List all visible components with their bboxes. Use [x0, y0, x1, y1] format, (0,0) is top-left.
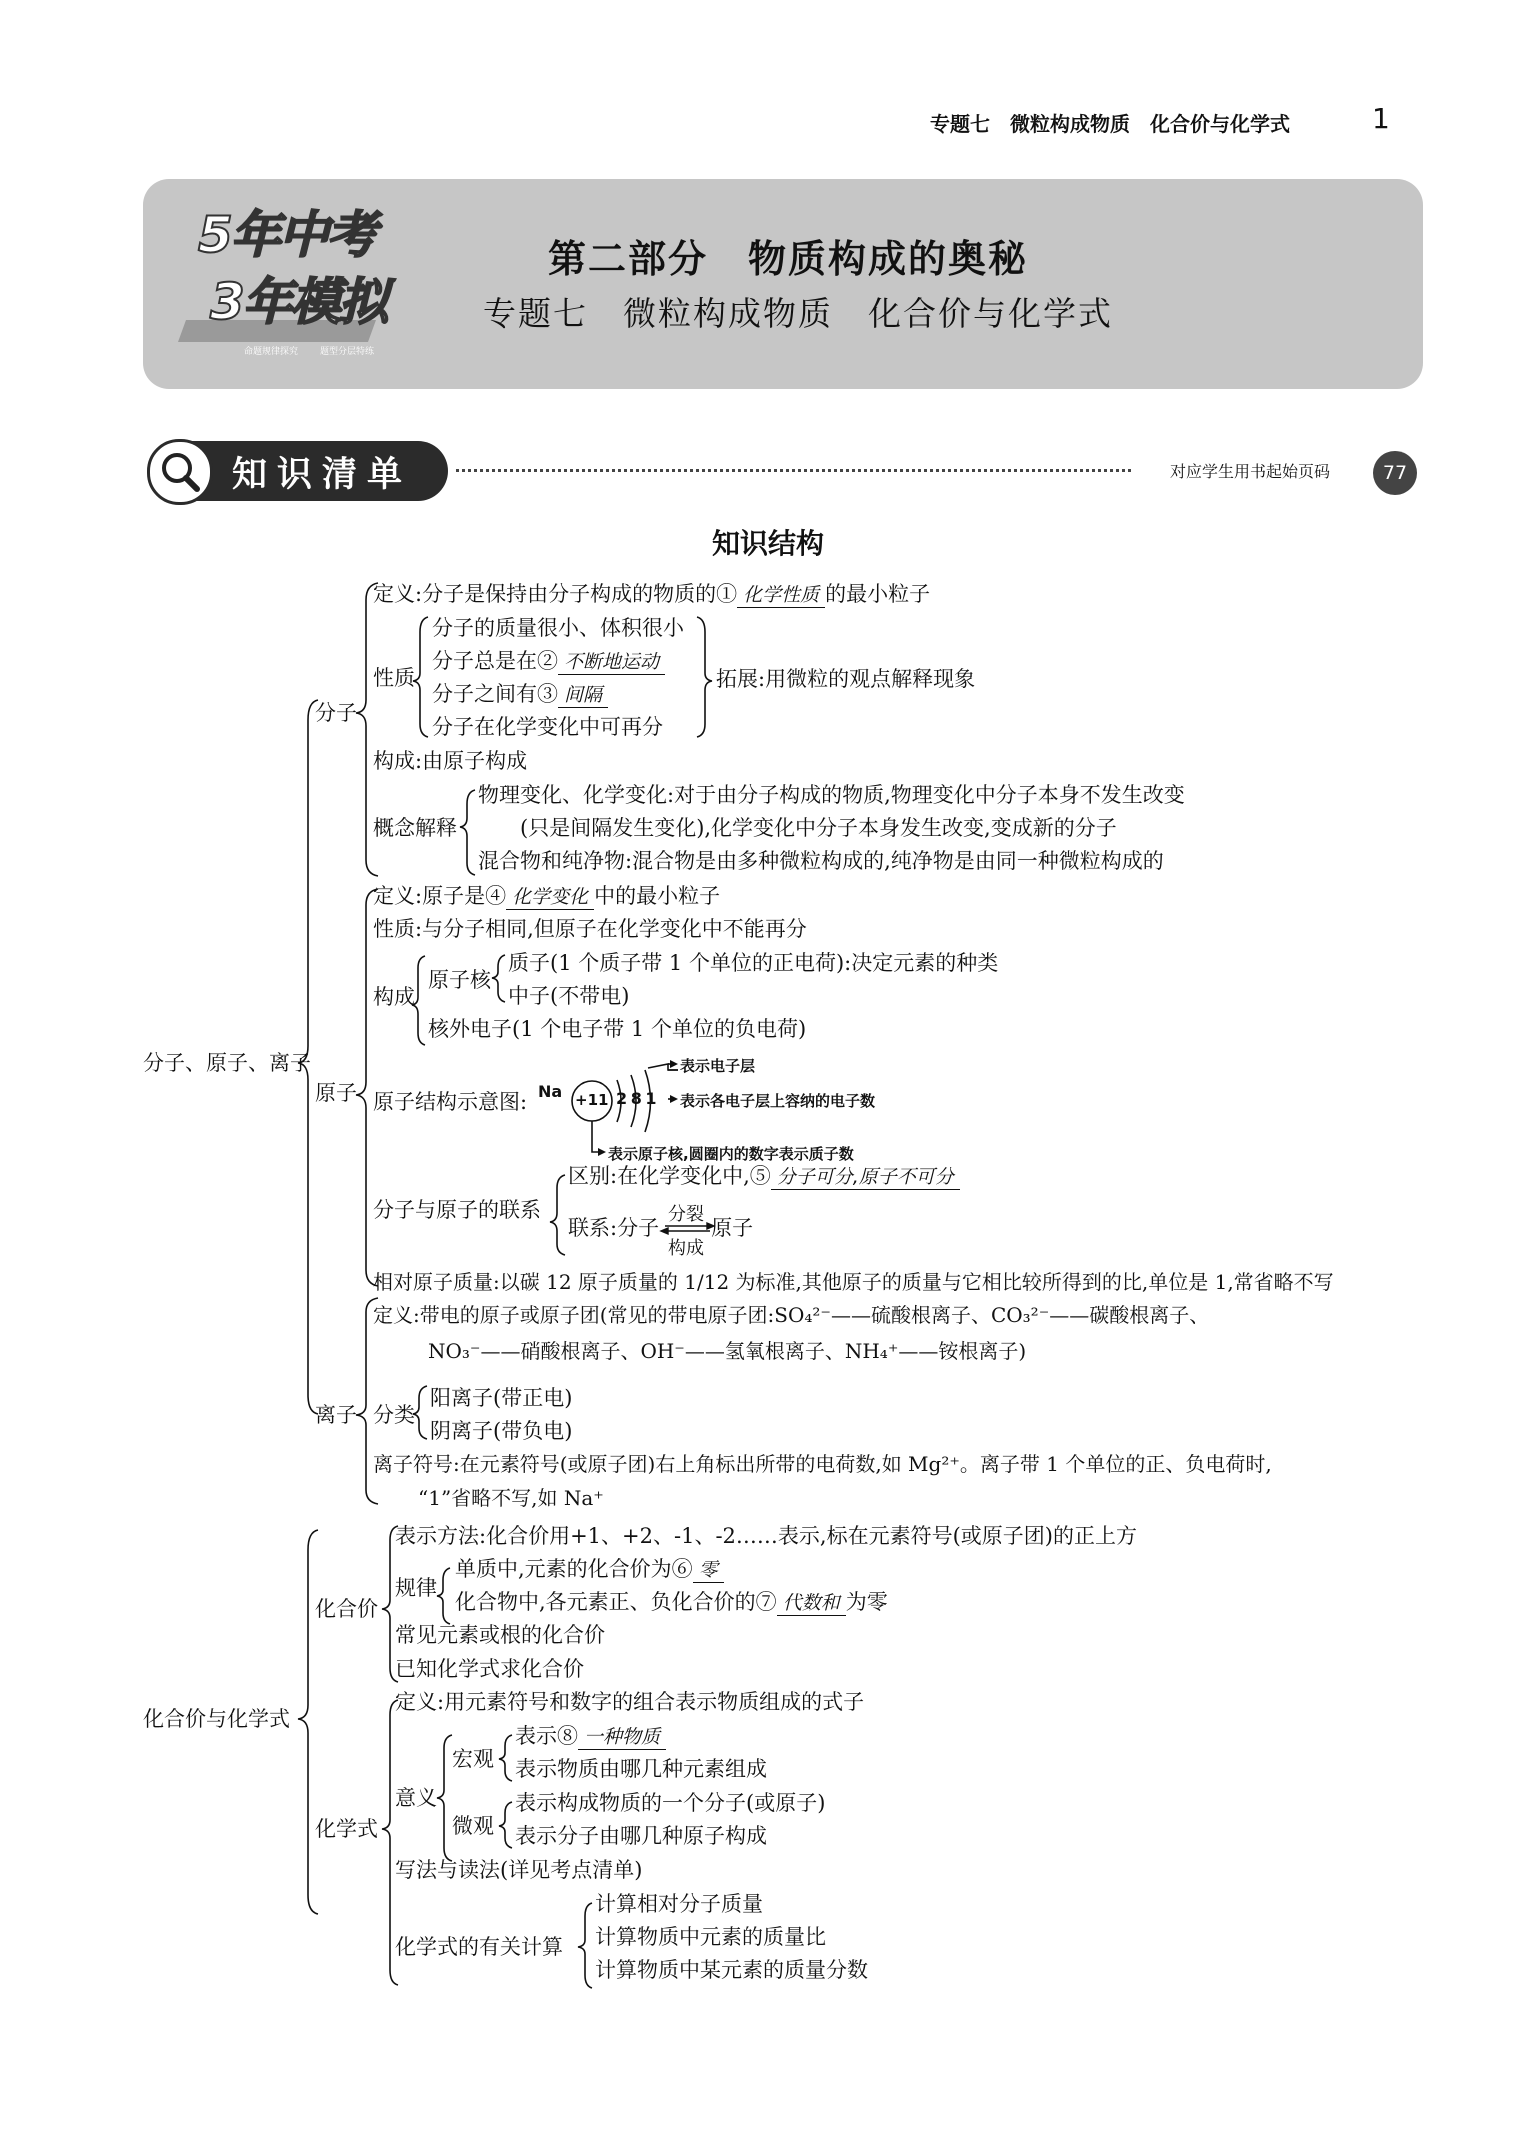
diagram-note-3: 表示原子核,圆圈内的数字表示质子数 [608, 1145, 854, 1163]
valence-common: 常见元素或根的化合价 [395, 1623, 605, 1647]
formula-definition: 定义:用元素符号和数字的组合表示物质组成的式子 [395, 1690, 865, 1714]
atom-property: 性质:与分子相同,但原子在化学变化中不能再分 [373, 917, 807, 941]
electron-text: 核外电子(1 个电子带 1 个单位的负电荷) [428, 1017, 807, 1041]
ion-definition-2: NO₃⁻——硝酸根离子、OH⁻——氢氧根离子、NH₄⁺——铵根离子) [428, 1339, 1027, 1363]
link-split-label: 分裂 [668, 1204, 704, 1225]
logo-tag2: 题型分层特练 [320, 347, 375, 357]
concept-1b: (只是间隔发生变化),化学变化中分子本身发生改变,变成新的分子 [520, 816, 1117, 840]
calc-1: 计算相对分子质量 [595, 1892, 763, 1916]
relative-atomic-mass: 相对原子质量:以碳 12 原子质量的 1/12 为标准,其他原子的质量与它相比较所得到的比,单位是 1,常省略不写 [373, 1270, 1334, 1294]
micro-2: 表示分子由哪几种原子构成 [515, 1824, 767, 1848]
concept-1: 物理变化、化学变化:对于由分子构成的物质,物理变化中分子本身不发生改变 [478, 783, 1185, 807]
part-title: 第二部分 物质构成的奥秘 [548, 237, 1029, 281]
blank-2: 不断地运动 [558, 650, 665, 675]
property-extension: 拓展:用微粒的观点解释现象 [716, 667, 976, 691]
atom-label: 原子 [315, 1081, 357, 1105]
relation-label: 分子与原子的联系 [373, 1198, 541, 1222]
micro-label: 微观 [452, 1814, 494, 1838]
diagram-label: 原子结构示意图: [373, 1090, 528, 1114]
macro-1: 表示⑧ 一种物质 [515, 1722, 666, 1750]
concept-2: 混合物和纯净物:混合物是由多种微粒构成的,纯净物是由同一种微粒构成的 [478, 849, 1164, 873]
topic-title: 专题七 微粒构成物质 化合价与化学式 [483, 294, 1113, 333]
blank-8: 一种物质 [578, 1725, 666, 1750]
root-particles: 分子、原子、离子 [143, 1051, 311, 1075]
root-valence-formula: 化合价与化学式 [143, 1707, 290, 1731]
relation-difference: 区别:在化学变化中,⑤ 分子可分,原子不可分 [568, 1162, 960, 1190]
section-label: 知识清单 [232, 455, 413, 495]
blank-6: 零 [693, 1558, 724, 1583]
ion-label: 离子 [315, 1403, 357, 1427]
ref-text: 对应学生用书起始页码 [1170, 462, 1331, 481]
logo-line2: 3年模拟 [210, 273, 387, 331]
ion-class-label: 分类 [373, 1403, 415, 1427]
calc-label: 化学式的有关计算 [395, 1935, 563, 1959]
diagram-note-2: 表示各电子层上容纳的电子数 [680, 1092, 876, 1110]
blank-7: 代数和 [777, 1591, 846, 1616]
neutron-text: 中子(不带电) [508, 984, 630, 1008]
macro-label: 宏观 [452, 1747, 494, 1771]
relation-link: 联系:分子 原子 [568, 1216, 754, 1240]
blank-4: 化学变化 [506, 885, 594, 910]
valence-method: 表示方法:化合价用+1、+2、-1、-2……表示,标在元素符号(或原子团)的正上方 [395, 1524, 1137, 1548]
running-title: 专题七 微粒构成物质 化合价与化学式 [930, 112, 1290, 136]
blank-1: 化学性质 [737, 583, 825, 608]
diagram-shells: 2 8 1 [616, 1089, 657, 1108]
formula-label: 化学式 [315, 1817, 378, 1841]
ion-symbol-1: 离子符号:在元素符号(或原子团)右上角标出所带的电荷数,如 Mg²⁺。离子带 1 个单位的正、负电荷时, [373, 1452, 1272, 1476]
molecule-label: 分子 [315, 701, 357, 725]
rule-2: 化合物中,各元素正、负化合价的⑦ 代数和 为零 [455, 1590, 888, 1614]
property-1: 分子的质量很小、体积很小 [432, 616, 684, 640]
diagram-note-1: 表示电子层 [680, 1057, 756, 1075]
macro-2: 表示物质由哪几种元素组成 [515, 1757, 767, 1781]
blank-5: 分子可分,原子不可分 [771, 1165, 960, 1190]
logo-tag1: 命题规律探究 [244, 347, 299, 357]
diagram-element: Na [538, 1082, 563, 1101]
concept-label: 概念解释 [373, 816, 457, 840]
cation-text: 阳离子(带正电) [430, 1386, 573, 1410]
atom-definition: 定义:原子是④ 化学变化 中的最小粒子 [373, 884, 721, 908]
micro-1: 表示构成物质的一个分子(或原子) [515, 1791, 826, 1815]
property-label: 性质 [373, 666, 415, 690]
rule-1: 单质中,元素的化合价为⑥ 零 [455, 1555, 724, 1583]
ion-symbol-2: “1”省略不写,如 Na⁺ [418, 1486, 604, 1510]
rule-label: 规律 [395, 1576, 437, 1600]
blank-3: 间隔 [558, 683, 608, 708]
ion-definition-1: 定义:带电的原子或原子团(常见的带电原子团:SO₄²⁻——硫酸根离子、CO₃²⁻——碳酸根离子、 [373, 1303, 1210, 1327]
calc-3: 计算物质中某元素的质量分数 [595, 1958, 868, 1982]
diagram-nucleus: +11 [575, 1091, 609, 1109]
calc-2: 计算物质中元素的质量比 [595, 1925, 826, 1949]
section-heading: 知识结构 [712, 527, 825, 560]
meaning-label: 意义 [395, 1786, 437, 1810]
page-number: 1 [1372, 102, 1390, 135]
molecule-definition: 定义:分子是保持由分子构成的物质的① 化学性质 的最小粒子 [373, 582, 931, 606]
link-compose-label: 构成 [668, 1238, 704, 1259]
proton-text: 质子(1 个质子带 1 个单位的正电荷):决定元素的种类 [508, 951, 999, 975]
formula-write: 写法与读法(详见考点清单) [395, 1858, 643, 1882]
property-2: 分子总是在② 不断地运动 [432, 647, 665, 675]
nucleus-label: 原子核 [428, 968, 491, 992]
valence-label: 化合价 [315, 1597, 378, 1621]
anion-text: 阴离子(带负电) [430, 1419, 573, 1443]
property-4: 分子在化学变化中可再分 [432, 715, 663, 739]
valence-known: 已知化学式求化合价 [395, 1657, 584, 1681]
logo-line1: 5年中考 [198, 206, 375, 264]
atom-composition-label: 构成 [373, 985, 415, 1009]
property-3: 分子之间有③ 间隔 [432, 680, 608, 708]
molecule-composition: 构成:由原子构成 [373, 749, 528, 773]
ref-page-badge: 77 [1373, 451, 1417, 495]
